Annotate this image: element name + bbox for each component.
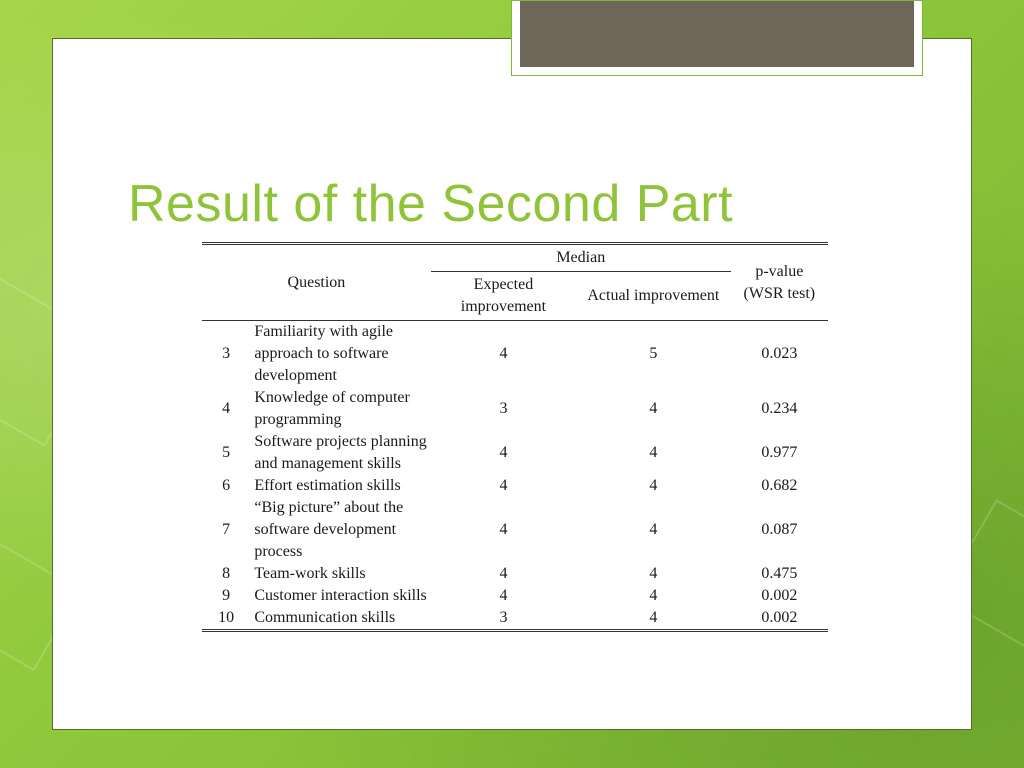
- row-actual: 4: [649, 400, 658, 417]
- row-number: 10: [202, 607, 250, 631]
- table-row: [202, 321, 828, 388]
- row-expected: 3: [431, 607, 576, 631]
- row-question: Communication skills: [250, 607, 431, 631]
- row-expected: 4: [499, 521, 508, 538]
- row-question: Familiarity with agile approach to software development: [254, 323, 393, 384]
- row-expected: 4: [499, 477, 508, 494]
- title-tab-fill: [520, 1, 914, 67]
- title-tab-decoration: [511, 0, 923, 76]
- table-row: [202, 497, 828, 563]
- actual-header: Actual improvement: [576, 272, 731, 321]
- table-row: [202, 387, 828, 431]
- question-header: Question: [202, 244, 431, 321]
- row-expected: 4: [499, 345, 508, 362]
- row-actual: 4: [576, 607, 731, 631]
- row-pvalue: 0.002: [761, 587, 798, 604]
- row-number: 8: [222, 565, 231, 582]
- row-question: Effort estimation skills: [254, 477, 401, 494]
- row-actual: 4: [649, 587, 658, 604]
- row-actual: 4: [649, 444, 658, 461]
- row-question: Software projects planning and management skills: [254, 433, 427, 472]
- row-pvalue: 0.023: [761, 345, 798, 362]
- row-question: “Big picture” about the software development process: [254, 499, 404, 560]
- expected-header: Expected improvement: [431, 272, 576, 321]
- row-question: Team-work skills: [254, 565, 366, 582]
- row-number: 3: [222, 345, 231, 362]
- row-number: 9: [222, 587, 231, 604]
- table-row: [202, 607, 828, 631]
- row-number: 4: [222, 400, 231, 417]
- row-question: Customer interaction skills: [254, 587, 427, 604]
- table-row: [202, 563, 828, 585]
- row-expected: 4: [499, 587, 508, 604]
- row-actual: 4: [649, 565, 658, 582]
- row-pvalue: 0.977: [761, 444, 798, 461]
- row-question: Knowledge of computer programming: [254, 389, 410, 428]
- table-row: [202, 475, 828, 497]
- row-number: 5: [222, 444, 231, 461]
- results-table: [202, 242, 828, 632]
- row-pvalue: 0.234: [761, 400, 798, 417]
- table-row: [202, 585, 828, 607]
- row-number: 6: [222, 477, 231, 494]
- row-pvalue: 0.475: [761, 565, 798, 582]
- table-row: [202, 431, 828, 475]
- row-number: 7: [222, 521, 231, 538]
- row-expected: 4: [499, 565, 508, 582]
- row-pvalue: 0.682: [761, 477, 798, 494]
- row-expected: 3: [499, 400, 508, 417]
- table-header-row: [202, 244, 828, 272]
- median-header: Median: [431, 244, 731, 272]
- row-expected: 4: [499, 444, 508, 461]
- row-pvalue: 0.002: [731, 607, 828, 631]
- table-body: [202, 321, 828, 631]
- row-actual: 4: [649, 477, 658, 494]
- slide-title: Result of the Second Part: [128, 175, 734, 233]
- row-actual: 5: [649, 345, 658, 362]
- row-pvalue: 0.087: [761, 521, 798, 538]
- pvalue-header: p-value (WSR test): [731, 244, 828, 321]
- row-actual: 4: [649, 521, 658, 538]
